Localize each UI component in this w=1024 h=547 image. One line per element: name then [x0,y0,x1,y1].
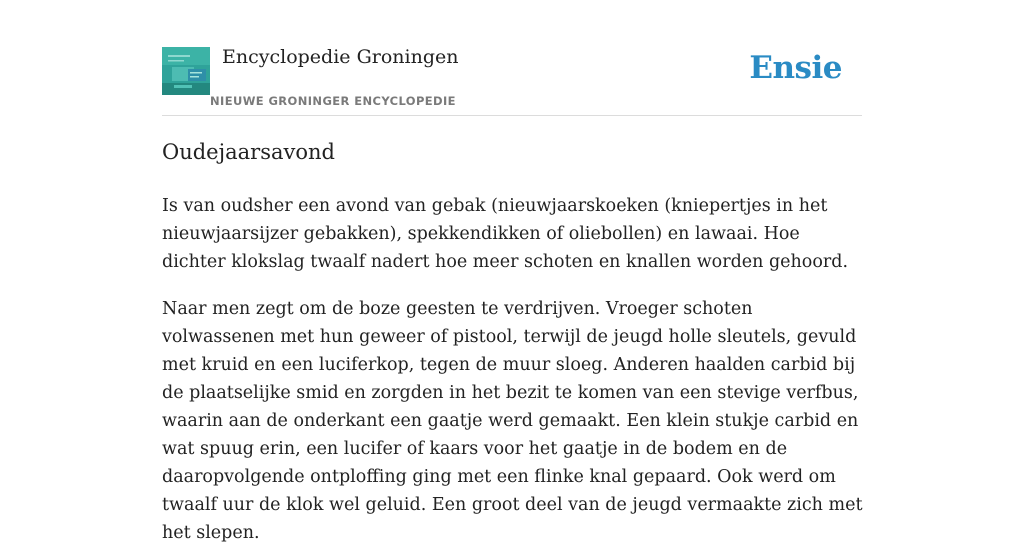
site-name[interactable]: Encyclopedie Groningen [222,46,459,68]
encyclopedia-cover-icon[interactable] [162,47,210,95]
ensie-logo[interactable]: Ensie [749,50,842,86]
site-header [162,0,862,116]
article-paragraph: Naar men zegt om de boze geesten te verdrijven. Vroeger schoten volwassenen met hun geweer of pistool, terwijl de jeugd holle sleutels, gevuld met kruid en een luciferkop, tegen de muur sloeg. Anderen haalden carbid bij de plaatselijke smid en zorgden in het bezit te komen van een stevige verfbus, waarin aan de onderkant een gaatje werd gemaakt. Een klein stukje carbid en wat spuug erin, een lucifer of kaars voor het gaatje in de bodem en de daaropvolgende ontploffing ging met een flinke knal gepaard. Ook werd om twaalf uur de klok wel geluid. Een groot deel van de jeugd vermaakte zich met het slepen. [162,299,863,543]
page-container [162,0,863,543]
site-subtitle: NIEUWE GRONINGER ENCYCLOPEDIE [210,94,456,108]
article-paragraph: Is van oudsher een avond van gebak (nieuwjaarskoeken (kniepertjes in het nieuwjaarsijzer gebakken), spekkendikken of oliebollen) en lawaai. Hoe dichter klokslag twaalf nadert hoe meer schoten en knallen worden gehoord. [162,196,849,272]
article-title: Oudejaarsavond [162,140,335,164]
